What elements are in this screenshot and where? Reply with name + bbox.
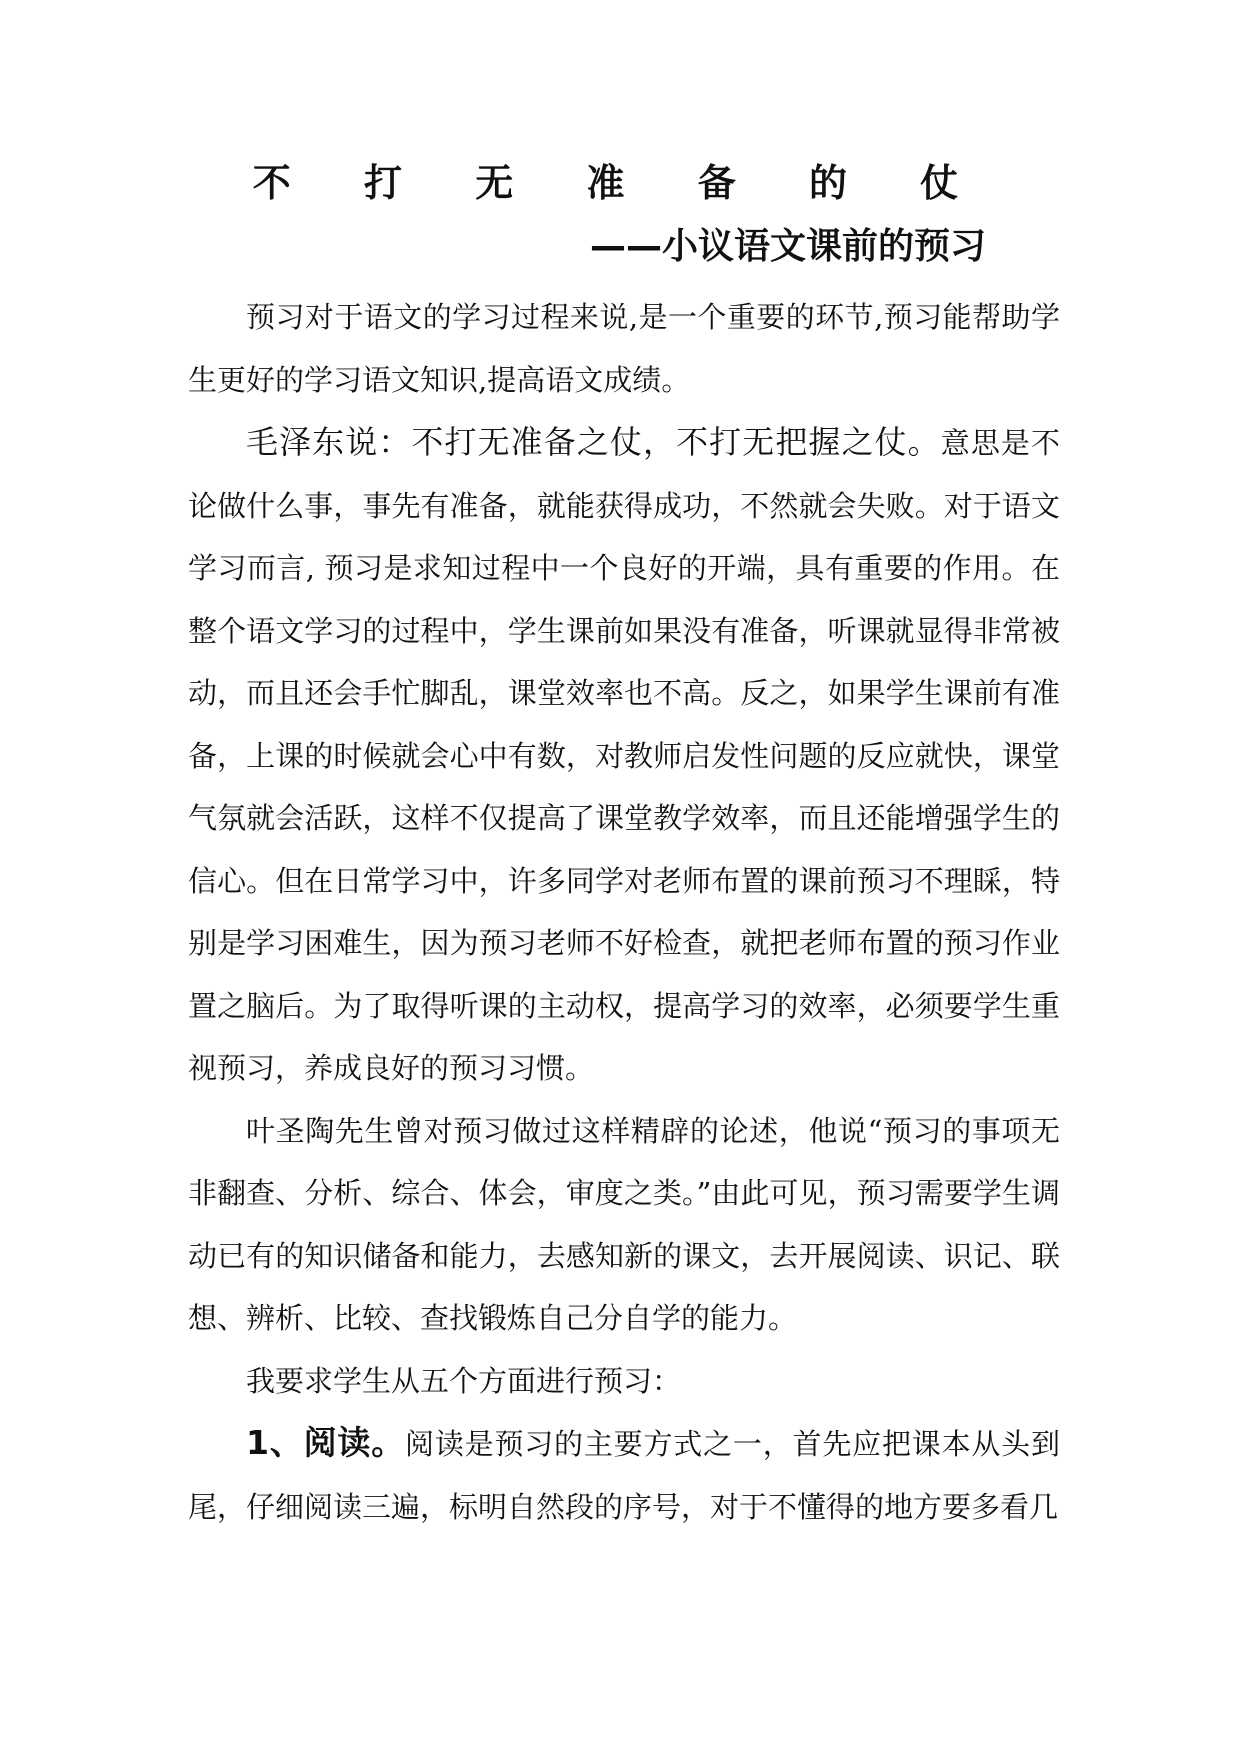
paragraph-intro: 预习对于语文的学习过程来说,是一个重要的环节,预习能帮助学生更好的学习语文知识,提高语文成绩。 xyxy=(188,300,1060,397)
section-heading-reading: 1、阅读。 xyxy=(246,1423,406,1462)
paragraph-ye-shengtao: 叶圣陶先生曾对预习做过这样精辟的论述，他说“预习的事项无非翻查、分析、综合、体会，审度之类。”由此可见，预习需要学生调动已有的知识储备和能力，去感知新的课文，去开展阅读、识记、联想、辨析、比较、查找锻炼自己分自学的能力。 xyxy=(188,1113,1060,1335)
paragraph-mao-rest: 意思是不论做什么事，事先有准备，就能获得成功，不然就会失败。对于语文学习而言, 预习是求知过程中一个良好的开端，具有重要的作用。在整个语文学习的过程中，学生课前如果没有准备，听课就显得非常被动，而且还会手忙脚乱，课堂效率也不高。反之，如果学生课前有准备，上课的时候就会心中有数，对教师启发性问题的反应就快，课堂气氛就会活跃，这样不仅提高了课堂教学效率，而且还能增强学生的信心。但在日常学习中，许多同学对老师布置的课前预习不理睬，特别是学习困难生，因为预习老师不好检查，就把老师布置的预习作业置之脑后。为了取得听课的主动权，提高学习的效率，必须要学生重视预习，养成良好的预习习惯。 xyxy=(188,426,1060,1085)
paragraph-reading-text: 阅读是预习的主要方式之一，首先应把课本从头到尾，仔细阅读三遍，标明自然段的序号，对于不懂得的地方要多看几 xyxy=(188,1427,1060,1524)
quote-lead: 毛泽东说：不打无准备之仗，不打无把握之仗。 xyxy=(246,423,941,461)
paragraph-five-aspects: 我要求学生从五个方面进行预习： xyxy=(246,1363,682,1398)
document-body xyxy=(188,286,1060,1538)
paragraph-mao-quote xyxy=(188,411,1060,1100)
document-title: 不 打 无 准 备 的 仗 xyxy=(252,161,989,205)
document-subtitle: ——小议语文课前的预习 xyxy=(590,226,987,267)
paragraph-reading xyxy=(188,1412,1060,1538)
